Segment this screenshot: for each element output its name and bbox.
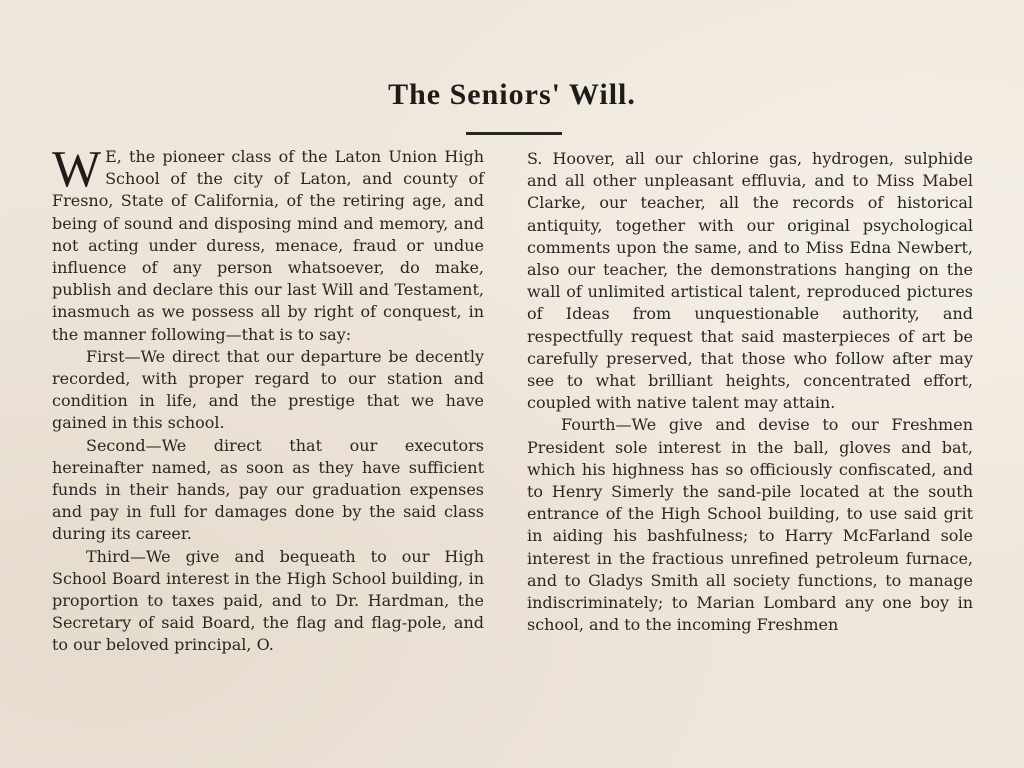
- paragraph-fourth: Fourth—We give and devise to our Freshmen President sole interest in the ball, gloves and bat, which his highness has so officiously confiscated, and to Henry Simerly the sand-pile located at the south entrance of the High School building, to use said grit in aiding his bashfulness; to Harry McFarland sole interest in the fractious unrefined petroleum furnace, and to Gladys Smith all society functions, to manage indiscriminately; to Marian Lombard any one boy in school, and to the incoming Freshmen: [527, 415, 973, 635]
- paragraph-preamble: [52, 141, 484, 346]
- preamble-text: E, the pioneer class of the Laton Union High School of the city of Laton, and county of Fresno, State of California, of the retiring age, and being of sound and disposing mind and memory, and not acting under duress, menace, fraud or undue influence of any person whatsoever, do make, publish and declare this our last Will and Testament, inasmuch as we possess all by right of conquest, in the manner following—that is to say:: [52, 147, 484, 344]
- paragraph-second: Second—We direct that our executors hereinafter named, as soon as they have sufficient funds in their hands, pay our graduation expenses and pay in full for damages done by the said class during its career.: [52, 435, 484, 544]
- title-rule: [466, 132, 562, 135]
- left-column: [52, 141, 484, 657]
- paragraph-first: First—We direct that our departure be decently recorded, with proper regard to our station and condition in life, and the prestige that we have gained in this school.: [52, 346, 484, 433]
- paragraph-third: Third—We give and bequeath to our High School Board interest in the High School building, in proportion to taxes paid, and to Dr. Hardman, the Secretary of said Board, the flag and flag-pole, and to our beloved principal, O.: [52, 546, 484, 655]
- page-title: The Seniors' Will.: [388, 78, 636, 111]
- paragraph-third-continued: S. Hoover, all our chlorine gas, hydrogen, sulphide and all other unpleasant effluvia, and to Miss Mabel Clarke, our teacher, all the records of historical antiquity, together with our original psychological comments upon the same, and to Miss Edna Newbert, also our teacher, the demonstrations hanging on the wall of unlimited artistical talent, reproduced pictures of Ideas from unquestionable authority, and respectfully request that said masterpieces of art be carefully preserved, that those who follow after may see to what brilliant heights, concentrated effort, coupled with native talent may attain.: [527, 149, 973, 413]
- drop-cap: W: [52, 141, 102, 198]
- right-column: [527, 148, 973, 636]
